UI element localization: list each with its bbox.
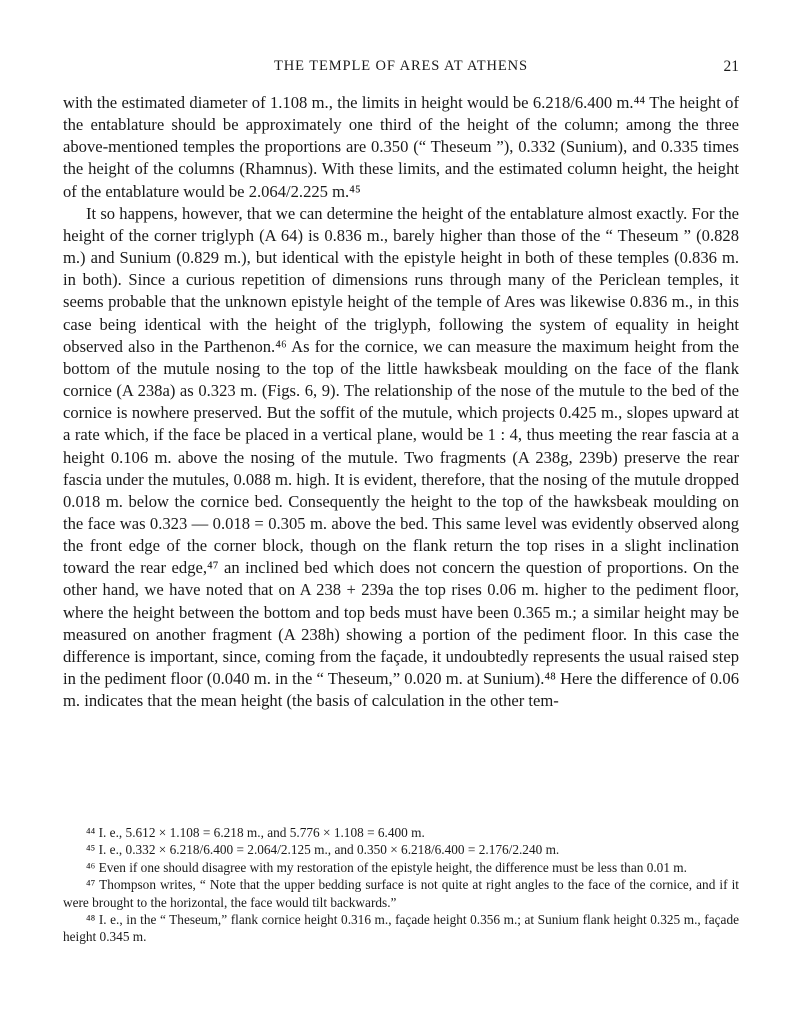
footnotes bbox=[63, 824, 739, 946]
page-header bbox=[63, 58, 739, 80]
paragraph-1: with the estimated diameter of 1.108 m., the limits in height would be 6.218/6.400 m.⁴⁴ The height of the entablature should be approximately one third of the height of the column; among the three above-mentioned temples the proportions are 0.350 (“ Theseum ”), 0.332 (Sunium), and 0.335 times the height of the columns (Rhamnus). With these limits, and the estimated column height, the height of the entablature would be 2.064/2.225 m.⁴⁵ bbox=[63, 93, 739, 201]
footnote-44: ⁴⁴ I. e., 5.612 × 1.108 = 6.218 m., and 5.776 × 1.108 = 6.400 m. bbox=[86, 825, 425, 840]
paragraph-2: It so happens, however, that we can determine the height of the entablature almost exactly. For the height of the corner triglyph (A 64) is 0.836 m., barely higher than those of the “ Theseum ” (0.828 m.) and Sunium (0.829 m.), but identical with the epistyle height in both of these temples (0.836 m. in both). Since a curious repetition of dimensions runs through many of the Periclean temples, it seems probable that the unknown epistyle height of the temple of Ares was likewise 0.836 m., in this case being identical with the height of the triglyph, following the system of equality in height observed also in the Parthenon.⁴⁶ As for the cornice, we can measure the maximum height from the bottom of the mutule nosing to the top of the little hawksbeak moulding on the face of the flank cornice (A 238a) as 0.323 m. (Figs. 6, 9). The relationship of the nose of the mutule to the bed of the cornice is nowhere preserved. But the soffit of the mutule, which projects 0.425 m., slopes upward at a rate which, if the face be placed in a vertical plane, would be 1 : 4, thus meeting the rear fascia at a height 0.106 m. above the nosing of the mutule. Two fragments (A 238g, 239b) preserve the rear fascia under the mutules, 0.088 m. high. It is evident, therefore, that the nosing of the mutule dropped 0.018 m. below the cornice bed. Consequently the height to the top of the hawksbeak moulding on the face was 0.323 — 0.018 = 0.305 m. above the bed. This same level was evidently observed along the front edge of the corner block, though on the flank return the top rises in a slight inclination toward the rear edge,⁴⁷ an inclined bed which does not concern the question of proportions. On the other hand, we have noted that on A 238 + 239a the top rises 0.06 m. higher to the pediment floor, where the height between the bottom and top beds must have been 0.365 m.; a similar height may be measured on another fragment (A 238h) showing a portion of the pediment floor. In this case the difference is important, since, coming from the façade, it undoubtedly represents the usual raised step in the pediment floor (0.040 m. in the “ Theseum,” 0.020 m. at Sunium).⁴⁸ Here the difference of 0.06 m. indicates that the mean height (the basis of calculation in the other tem- bbox=[63, 203, 739, 711]
footnote-48: ⁴⁸ I. e., in the “ Theseum,” flank cornice height 0.316 m., façade height 0.356 m.; at Sunium flank height 0.325 m., façade height 0.345 m. bbox=[63, 912, 739, 945]
footnote-46: ⁴⁶ Even if one should disagree with my restoration of the epistyle height, the difference must be less than 0.01 m. bbox=[86, 859, 687, 875]
running-title: THE TEMPLE OF ARES AT ATHENS bbox=[274, 58, 528, 74]
page-number: 21 bbox=[723, 58, 739, 75]
body-text bbox=[63, 92, 739, 712]
footnote-47: ⁴⁷ Thompson writes, “ Note that the upper bedding surface is not quite at right angles to the face of the cornice, and if it were brought to the horizontal, the face would tilt backwards.” bbox=[63, 877, 739, 910]
footnote-45: ⁴⁵ I. e., 0.332 × 6.218/6.400 = 2.064/2.125 m., and 0.350 × 6.218/6.400 = 2.176/2.240 m. bbox=[86, 842, 560, 858]
